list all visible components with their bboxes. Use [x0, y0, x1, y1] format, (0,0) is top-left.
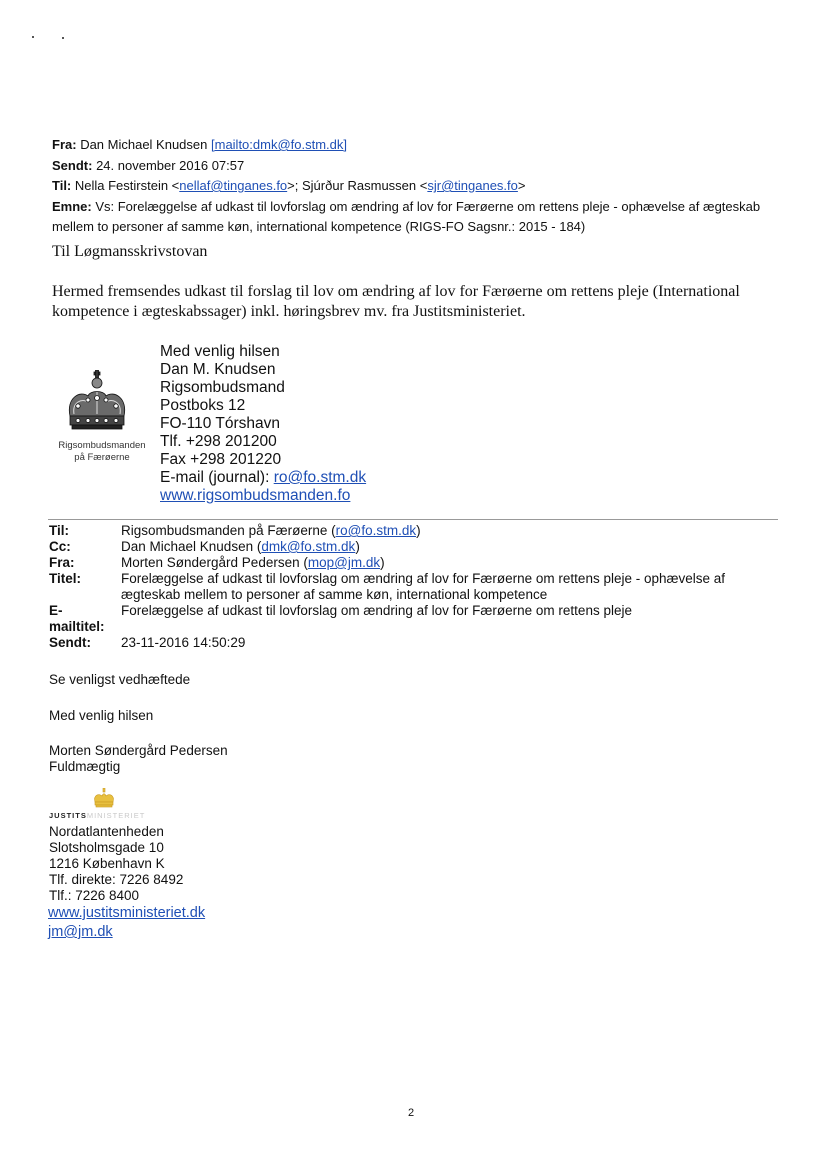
header-from	[52, 135, 772, 156]
fwd-from-row	[49, 555, 769, 571]
royal-crown-logo	[62, 370, 132, 445]
ministry-dept: Nordatlantenheden	[49, 824, 164, 839]
fwd-emailtitle-label	[49, 603, 121, 635]
fwd-cc-end: )	[355, 539, 360, 554]
header-sent	[52, 156, 772, 177]
body-signature-role: Fuldmægtig	[49, 759, 121, 774]
fwd-to-value	[121, 523, 769, 539]
fwd-to-end: )	[416, 523, 421, 538]
ministry-street: Slotsholmsgade 10	[49, 840, 164, 855]
fwd-from-text: Morten Søndergård Pedersen (	[121, 555, 308, 570]
fwd-to-text: Rigsombudsmanden på Færøerne (	[121, 523, 336, 538]
intro-paragraph: Hermed fremsendes udkast til forslag til lov om ændring af lov for Færøerne om rettens pleje (International kompetence i ægteskabssager) inkl. høringsbrev mv. fra Justitsministeriet.	[52, 283, 740, 320]
signature-name: Dan M. Knudsen	[160, 361, 276, 378]
ministry-links	[48, 904, 205, 942]
body-closing: Med venlig hilsen	[49, 708, 154, 723]
to-email-link[interactable]: nellaf@tinganes.fo	[179, 178, 288, 193]
fwd-from-label: Fra:	[49, 555, 75, 570]
signature-title: Rigsombudsmand	[160, 379, 285, 396]
signature-email-label: E-mail (journal):	[160, 469, 274, 486]
body-signature-name: Morten Søndergård Pedersen	[49, 743, 228, 758]
ministry-address	[49, 824, 183, 904]
fwd-sent-row	[49, 635, 769, 651]
to-email-link[interactable]: sjr@tinganes.fo	[427, 178, 518, 193]
subject-value: Vs: Forelæggelse af udkast til lovforslag om ændring af lov for Færøerne om rettens pleje - ophævelse af ægteskab mellem to personer af samme køn, international kompetence (RIGS-FO Sagsnr.: 2015 - 184)	[52, 198, 761, 234]
ministry-wordmark-a: JUSTITS	[49, 811, 87, 820]
fwd-title-row	[49, 571, 769, 603]
from-mailto-link[interactable]: [mailto:dmk@fo.stm.dk]	[211, 137, 348, 152]
signature-block	[160, 343, 366, 505]
from-name: Dan Michael Knudsen	[80, 137, 211, 152]
logo-caption	[48, 440, 156, 464]
signature-city: FO-110 Tórshavn	[160, 415, 281, 432]
ministry-wordmark	[49, 811, 145, 820]
sent-value: 24. november 2016 07:57	[92, 157, 245, 173]
logo-caption-line: Rigsombudsmanden	[58, 440, 146, 451]
fwd-title-value: Forelæggelse af udkast til lovforslag om ændring af lov for Færøerne om rettens pleje - ophævelse af ægteskab mellem to personer af samme køn, international kompetence	[121, 571, 726, 602]
fwd-cc-text: Dan Michael Knudsen (	[121, 539, 262, 554]
from-label: Fra:	[52, 137, 77, 152]
subject-label: Emne:	[52, 198, 92, 214]
signature-phone: Tlf. +298 201200	[160, 433, 277, 450]
fwd-to-email-link[interactable]: ro@fo.stm.dk	[335, 523, 417, 538]
forwarded-header	[49, 523, 769, 651]
ministry-email-link[interactable]: jm@jm.dk	[48, 924, 113, 940]
ministry-phone: Tlf.: 7226 8400	[49, 888, 140, 903]
signature-fax: Fax +298 201220	[160, 451, 282, 468]
ministry-wordmark-b: MINISTERIET	[86, 811, 146, 820]
signature-postbox: Postboks 12	[160, 397, 246, 414]
email-header	[52, 135, 772, 238]
fwd-to-row	[49, 523, 769, 539]
fwd-cc-row	[49, 539, 769, 555]
fwd-sent-label: Sendt:	[49, 635, 91, 650]
fwd-emailtitle-label-part: mailtitel:	[49, 619, 105, 634]
to-label: Til:	[52, 178, 72, 193]
body-signature	[49, 743, 228, 775]
ministry-direct-phone: Tlf. direkte: 7226 8492	[49, 872, 184, 887]
ministry-crown-logo	[92, 788, 116, 813]
body-line: Se venligst vedhæftede	[49, 672, 191, 687]
signature-email-link[interactable]: ro@fo.stm.dk	[273, 469, 367, 486]
fwd-cc-email-link[interactable]: dmk@fo.stm.dk	[261, 539, 356, 554]
signature-email-row	[160, 469, 366, 487]
fwd-emailtitle-row	[49, 603, 769, 635]
header-to	[52, 176, 772, 197]
fwd-sent-value: 23-11-2016 14:50:29	[121, 635, 246, 650]
ministry-web-link[interactable]: www.justitsministeriet.dk	[48, 905, 206, 921]
fwd-cc-value	[121, 539, 769, 555]
fwd-title-label: Titel:	[49, 571, 82, 586]
fwd-from-value	[121, 555, 769, 571]
to-end: >	[517, 178, 526, 193]
scan-speck	[32, 36, 34, 38]
sent-label: Sendt:	[52, 157, 93, 173]
to-name: Nella Festirstein <	[71, 178, 180, 193]
greeting: Til Løgmansskrivstovan	[52, 243, 208, 260]
fwd-to-label: Til:	[49, 523, 69, 538]
fwd-from-end: )	[380, 555, 385, 570]
header-subject	[52, 197, 772, 238]
scan-speck	[62, 37, 64, 39]
fwd-from-email-link[interactable]: mop@jm.dk	[307, 555, 381, 570]
page-number: 2	[408, 1107, 415, 1119]
section-divider	[48, 519, 778, 520]
fwd-emailtitle-label-part: E-	[49, 603, 63, 618]
fwd-cc-label: Cc:	[49, 539, 71, 554]
signature-closing: Med venlig hilsen	[160, 343, 280, 360]
signature-web-link[interactable]: www.rigsombudsmanden.fo	[160, 487, 351, 504]
ministry-city: 1216 København K	[49, 856, 165, 871]
logo-caption-line: på Færøerne	[74, 452, 130, 463]
fwd-emailtitle-value: Forelæggelse af udkast til lovforslag om ændring af lov for Færøerne om rettens pleje	[121, 603, 632, 618]
to-separator: >; Sjúrður Rasmussen <	[287, 178, 428, 193]
